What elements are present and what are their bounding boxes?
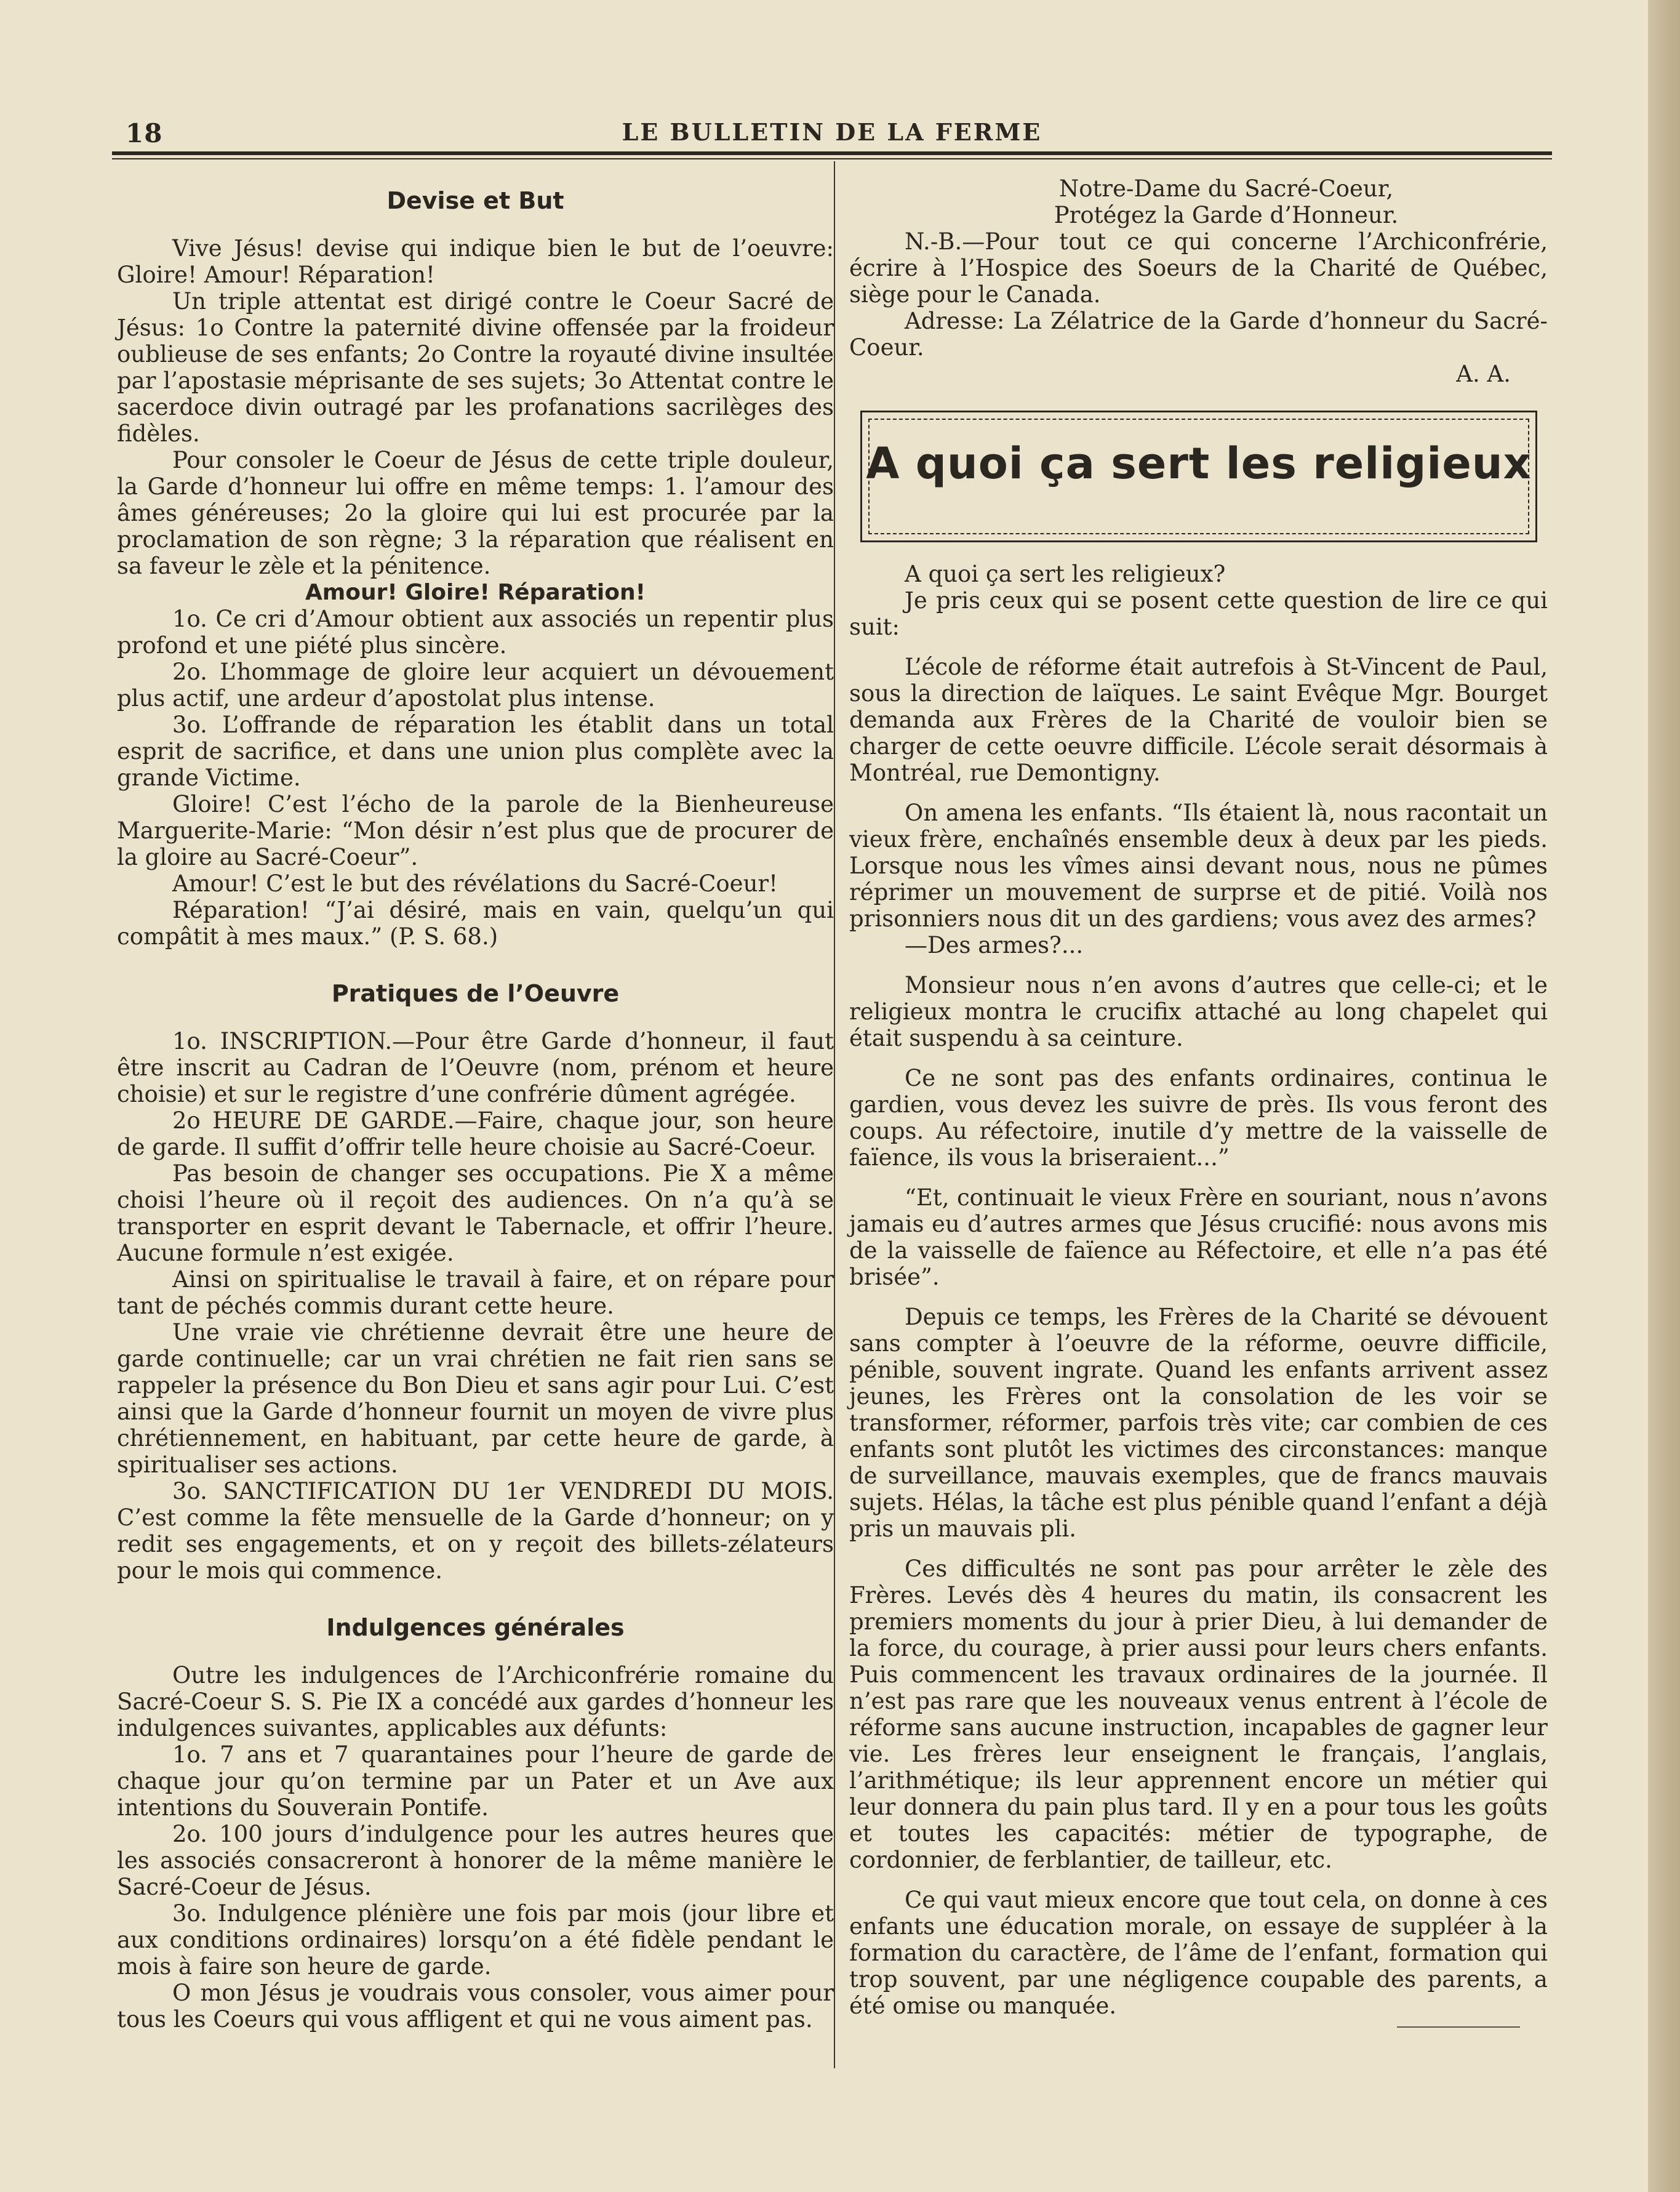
- paragraph: 1o. INSCRIPTION.—Pour être Garde d’honneur, il faut être inscrit au Cadran de l’Oeuvre (nom, prénom et heure choisie) et sur le registre d’une confrérie dûment agrégée.: [117, 1028, 834, 1107]
- page-number: 18: [126, 118, 163, 148]
- page-header: [112, 118, 1552, 155]
- paragraph: Je pris ceux qui se posent cette question de lire ce qui suit:: [849, 587, 1548, 640]
- paragraph: Réparation! “J’ai désiré, mais en vain, quelqu’un qui compâtit à mes maux.” (P. S. 68.): [117, 897, 834, 950]
- paragraph: Vive Jésus! devise qui indique bien le but de l’oeuvre: Gloire! Amour! Réparation!: [117, 235, 834, 288]
- paragraph: Adresse: La Zélatrice de la Garde d’honneur du Sacré-Coeur.: [849, 308, 1548, 361]
- paragraph: Monsieur nous n’en avons d’autres que celle-ci; et le religieux montra le crucifix attaché au long chapelet qui était suspendu à sa ceinture.: [849, 972, 1548, 1051]
- paragraph: N.-B.—Pour tout ce qui concerne l’Archiconfrérie, écrire à l’Hospice des Soeurs de la Charité de Québec, siège pour le Canada.: [849, 228, 1548, 308]
- signature: A. A.: [1456, 361, 1511, 387]
- running-title: LE BULLETIN DE LA FERME: [622, 118, 1042, 146]
- paragraph: Pas besoin de changer ses occupations. Pie X a même choisi l’heure où il reçoit des audiences. On n’a qu’à se transporter en esprit devant le Tabernacle, et offrir l’heure. Aucune formule n’est exigée.: [117, 1160, 834, 1266]
- section-heading: Pratiques de l’Oeuvre: [331, 980, 620, 1007]
- paragraph: Gloire! C’est l’écho de la parole de la Bienheureuse Marguerite-Marie: “Mon désir n’est plus que de procurer de la gloire au Sacré-Coeur”.: [117, 791, 834, 870]
- left-column: [117, 175, 834, 2033]
- paragraph: Ainsi on spiritualise le travail à faire, et on répare pour tant de péchés commis durant cette heure.: [117, 1266, 834, 1319]
- paragraph: 3o. Indulgence plénière une fois par mois (jour libre et aux conditions ordinaires) lorsqu’on a été fidèle pendant le mois à faire son heure de garde.: [117, 1900, 834, 1980]
- paragraph: O mon Jésus je voudrais vous consoler, vous aimer pour tous les Coeurs qui vous affligent et qui ne vous aiment pas.: [117, 1980, 834, 2033]
- paragraph: 3o. SANCTIFICATION DU 1er VENDREDI DU MOIS. C’est comme la fête mensuelle de la Garde d’honneur; on y redit ses engagements, et on y reçoit des billets-zélateurs pour le mois qui commence.: [117, 1478, 834, 1584]
- paragraph: Ce ne sont pas des enfants ordinaires, continua le gardien, vous devez les suivre de près. Ils vous feront des coups. Au réfectoire, inutile d’y mettre de la vaisselle de faïence, ils vous la briseraient...”: [849, 1065, 1548, 1171]
- paragraph: 2o. 100 jours d’indulgence pour les autres heures que les associés consacreront à honorer de la même manière le Sacré-Coeur de Jésus.: [117, 1821, 834, 1900]
- header-rule-thin: [112, 158, 1552, 159]
- paragraph: “Et, continuait le vieux Frère en souriant, nous n’avons jamais eu d’autres armes que Jésus crucifié: nous avons mis de la vaisselle de faïence au Réfectoire, et elle n’a pas été brisée”.: [849, 1184, 1548, 1290]
- paragraph: A quoi ça sert les religieux?: [905, 561, 1226, 587]
- paragraph: Pour consoler le Coeur de Jésus de cette triple douleur, la Garde d’honneur lui offre en même temps: 1. l’amour des âmes généreuses; 2o la gloire qui lui est procurée par la proclamation de son règne; 3 la réparation que réalisent en sa faveur le zèle et la pénitence.: [117, 447, 834, 579]
- right-column: [849, 175, 1548, 2028]
- paragraph: L’école de réforme était autrefois à St-Vincent de Paul, sous la direction de laïques. Le saint Evêque Mgr. Bourget demanda aux Frères de la Charité de vouloir bien se charger de cette oeuvre difficile. L’école serait désormais à Montréal, rue Demontigny.: [849, 654, 1548, 786]
- paragraph: Une vraie vie chrétienne devrait être une heure de garde continuelle; car un vrai chrétien ne fait rien sans se rappeler la présence du Bon Dieu et sans agir pour Lui. C’est ainsi que la Garde d’honneur fournit un moyen de vivre plus chrétiennement, en habituant, par cette heure de garde, à spiritualiser ses actions.: [117, 1319, 834, 1478]
- prayer-line: Protégez la Garde d’Honneur.: [1054, 202, 1399, 228]
- paragraph: 2o. L’hommage de gloire leur acquiert un dévouement plus actif, une ardeur d’apostolat plus intense.: [117, 659, 834, 712]
- paragraph: Un triple attentat est dirigé contre le Coeur Sacré de Jésus: 1o Contre la paternité divine offensée par la froideur oublieuse de ses enfants; 2o Contre la royauté divine insultée par l’apostasie méprisante de ses sujets; 3o Attentat contre le sacerdoce divin outragé par les profanations sacrilèges des fidèles.: [117, 288, 834, 447]
- article-title: A quoi ça sert les religieux: [866, 438, 1532, 489]
- paragraph: Depuis ce temps, les Frères de la Charité se dévouent sans compter à l’oeuvre de la réforme, oeuvre difficile, pénible, souvent ingrate. Quand les enfants arrivent assez jeunes, les Frères ont la consolation de les voir se transformer, réformer, parfois très vite; car combien de ces enfants sont plutôt les victimes des circonstances: manque de surveillance, mauvais exemples, que de francs mauvais sujets. Hélas, la tâche est plus pénible quand l’enfant a déjà pris un mauvais pli.: [849, 1304, 1548, 1542]
- paragraph: 2o HEURE DE GARDE.—Faire, chaque jour, son heure de garde. Il suffit d’offrir telle heure choisie au Sacré-Coeur.: [117, 1107, 834, 1160]
- page-edge: [1648, 0, 1680, 2192]
- paragraph: Ces difficultés ne sont pas pour arrêter le zèle des Frères. Levés dès 4 heures du matin, ils consacrent les premiers moments du jour à prier Dieu, à lui demander de la force, du courage, à prier aussi pour leurs chers enfants. Puis commencent les travaux ordinaires de la journée. Il n’est pas rare que les nouveaux venus entrent à l’école de réforme sans aucune instruction, incapables de gagner leur vie. Les frères leur enseignent le français, l’anglais, l’arithmétique; ils leur apprennent encore un métier qui leur donnera du pain plus tard. Il y en a pour tous les goûts et toutes les capacités: métier de typographe, de cordonnier, de ferblantier, de tailleur, etc.: [849, 1556, 1548, 1873]
- paragraph: 3o. L’offrande de réparation les établit dans un total esprit de sacrifice, et dans une union plus complète avec la grande Victime.: [117, 712, 834, 791]
- article-title-box: [860, 411, 1537, 542]
- paragraph: 1o. 7 ans et 7 quarantaines pour l’heure de garde de chaque jour qu’on termine par un Pater et un Ave aux intentions du Souverain Pontife.: [117, 1741, 834, 1821]
- section-heading: Devise et But: [386, 187, 564, 214]
- paragraph: Ce qui vaut mieux encore que tout cela, on donne à ces enfants une éducation morale, on essaye de suppléer à la formation du caractère, de l’âme de l’enfant, formation qui trop souvent, par une négligence coupable des parents, a été omise ou manquée.: [849, 1887, 1548, 2019]
- paragraph: —Des armes?...: [905, 932, 1084, 958]
- paragraph: Outre les indulgences de l’Archiconfrérie romaine du Sacré-Coeur S. S. Pie IX a concédé aux gardes d’honneur les indulgences suivantes, applicables aux défunts:: [117, 1662, 834, 1741]
- column-divider: [834, 161, 835, 2068]
- prayer-line: Notre-Dame du Sacré-Coeur,: [1058, 175, 1394, 202]
- header-rule: [112, 151, 1552, 155]
- section-heading: Indulgences générales: [326, 1614, 625, 1641]
- paragraph: On amena les enfants. “Ils étaient là, nous racontait un vieux frère, enchaînés ensemble deux à deux par les pieds. Lorsque nous les vîmes ainsi devant nous, nous ne pûmes réprimer un mouvement de surprse et de pitié. Voilà nos prisonniers nous dit un des gardiens; vous avez des armes?: [849, 800, 1548, 932]
- end-rule: [1397, 2026, 1520, 2028]
- paragraph: Amour! C’est le but des révélations du Sacré-Coeur!: [172, 870, 778, 897]
- subheading: Amour! Gloire! Réparation!: [305, 580, 646, 605]
- paragraph: 1o. Ce cri d’Amour obtient aux associés un repentir plus profond et une piété plus sincère.: [117, 606, 834, 659]
